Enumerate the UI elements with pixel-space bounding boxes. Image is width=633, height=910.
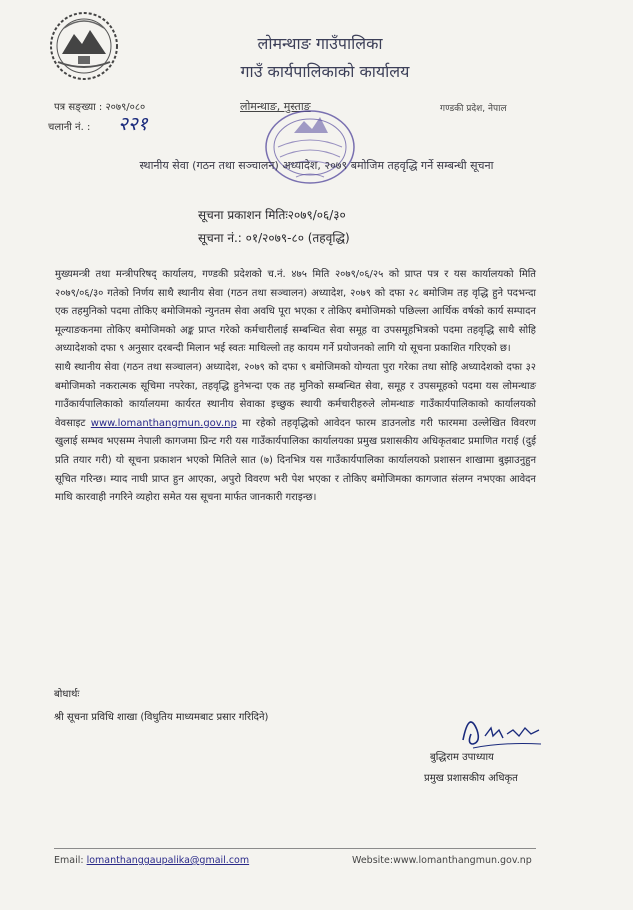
notice-publish-date: सूचना प्रकाशन मितिः२०७९/०६/३० xyxy=(198,208,346,222)
officer-name: बुद्धिराम उपाध्याय xyxy=(430,752,494,763)
notice-body xyxy=(55,266,536,508)
reference-number: पत्र सङ्ख्या : २०७९/०८० xyxy=(54,102,146,113)
cc-label: बोधार्थः xyxy=(54,689,80,700)
province-label: गण्डकी प्रदेश, नेपाल xyxy=(440,104,507,114)
body-paragraph-1: मुख्यमन्त्री तथा मन्त्रीपरिषद् कार्यालय, गण्डकी प्रदेशको च.नं. ४७५ मिति २०७९/०६/२५ को प्राप्त पत्र र यस कार्यालयको मिति २०७९/०६/३० गतेको निर्णय साथै स्थानीय सेवा (गठन तथा सञ्चालन) अध्यादेश, २०७९ को दफा २८ बमोजिम तह वृद्धि हुने पदभन्दा एक तहमुनिको पदमा तोकिए बमोजिमको न्युनतम सेवा अवधि पूरा भएका र तोकिए बमोजिमको पछिल्ला आर्थिक वर्षको कार्य सम्पादन मूल्याङकनमा तोकिए बमोजिमको अङ्क प्राप्त गरेको कर्मचारीलाई सम्बन्धित सेवा समूह वा उपसमूहभित्रको पदमा तहवृद्धि साथै सोहि अध्यादेशको दफा ९ अनुसार दरबन्दी मिलान भई स्वतः माथिल्लो तह कायम गर्ने प्रयोजनको लागि यो सूचना प्रकाशित गरिएको छ। xyxy=(55,269,536,355)
paragraph-2-start: साथै स्थानीय सेवा (गठन तथा सञ्चालन) अध्यादेश, २०७९ को दफा ९ बमोजिमको योग्यता पुरा गरेका तथा सोहि अध्यादेशको दफा ३२ बमोजिमको नकरात्मक सूचिमा नपरेका, तहवृद्धि हुनेभन्दा एक तह मुनिको सम्बन्धित सेवा, समूह र उपसमूहको पदमा यस लोमन्थाङ गाउँकार्यपालिकाको कार्यालयमा कार्यरत स्थानीय सेवाका इच्छुक स्थायी कर्मचारीहरुले लोमन्थाङ गाउँकार्यपालिकाको कार्यालयको वेवसाइट xyxy=(55,361,536,429)
official-seal-stamp xyxy=(238,103,378,193)
dispatch-number: २२१ xyxy=(118,113,148,135)
notice-subject: स्थानीय सेवा (गठन तथा सञ्चालन) अध्यादेश, २०७९ बमोजिम तहवृद्धि गर्ने सम्बन्धी सूचना xyxy=(139,159,494,172)
paragraph-2-end: मा रहेको तहवृद्धिको आवेदन फारम डाउनलोड गरी फारममा उल्लेखित विवरण खुलाई सम्भव भएसम्म नेपाली कागजमा प्रिन्ट गरी यस गाउँकार्यपालिका कार्यालयका प्रमुख प्रशासकीय अधिकृतबाट प्रमाणित गराई (दुई प्रति तयार गरी) यो सूचना प्रकाशन भएको मितिले सात (७) दिनभित्र यस गाउँकार्यपालिका कार्यालयको प्रशासन शाखामा बुझाउनुहुन सूचित गरिन्छ। म्याद नाघी प्राप्त हुन आएका, अपुरो विवरण भरी पेश भएका र तोकिए बमोजिमका कागजात संलग्न नभएका आवेदन माथि कारवाही नगरिने व्यहोरा समेत यस सूचना मार्फत जानकारी गराइन्छ। xyxy=(55,417,536,504)
officer-title: प्रमुख प्रशासकीय अधिकृत xyxy=(424,773,518,784)
footer-website[interactable]: Website:www.lomanthangmun.gov.np xyxy=(352,855,532,866)
footer-email xyxy=(54,855,249,866)
website-link[interactable]: www.lomanthangmun.gov.np xyxy=(90,417,237,429)
cc-recipient: श्री सूचना प्रविधि शाखा (विधुतिय माध्यमबाट प्रसार गरिदिने) xyxy=(54,712,269,723)
handwritten-signature xyxy=(443,700,553,755)
email-label: Email: xyxy=(54,855,84,866)
government-emblem-logo xyxy=(44,10,124,82)
office-name: लोमन्थाङ गाउँपालिका xyxy=(257,34,383,53)
email-link[interactable]: lomanthanggaupalika@gmail.com xyxy=(86,855,250,866)
notice-number: सूचना नं.: ०१/२०७९-८० (तहवृद्धि) xyxy=(198,231,350,245)
office-subtitle: गाउँ कार्यपालिकाको कार्यालय xyxy=(240,62,410,81)
office-location: लोमन्थाङ, मुस्ताङ xyxy=(240,100,311,113)
body-paragraph-2 xyxy=(55,359,536,508)
footer-divider xyxy=(54,848,536,849)
dispatch-label: चलानी नं. : xyxy=(48,122,91,133)
